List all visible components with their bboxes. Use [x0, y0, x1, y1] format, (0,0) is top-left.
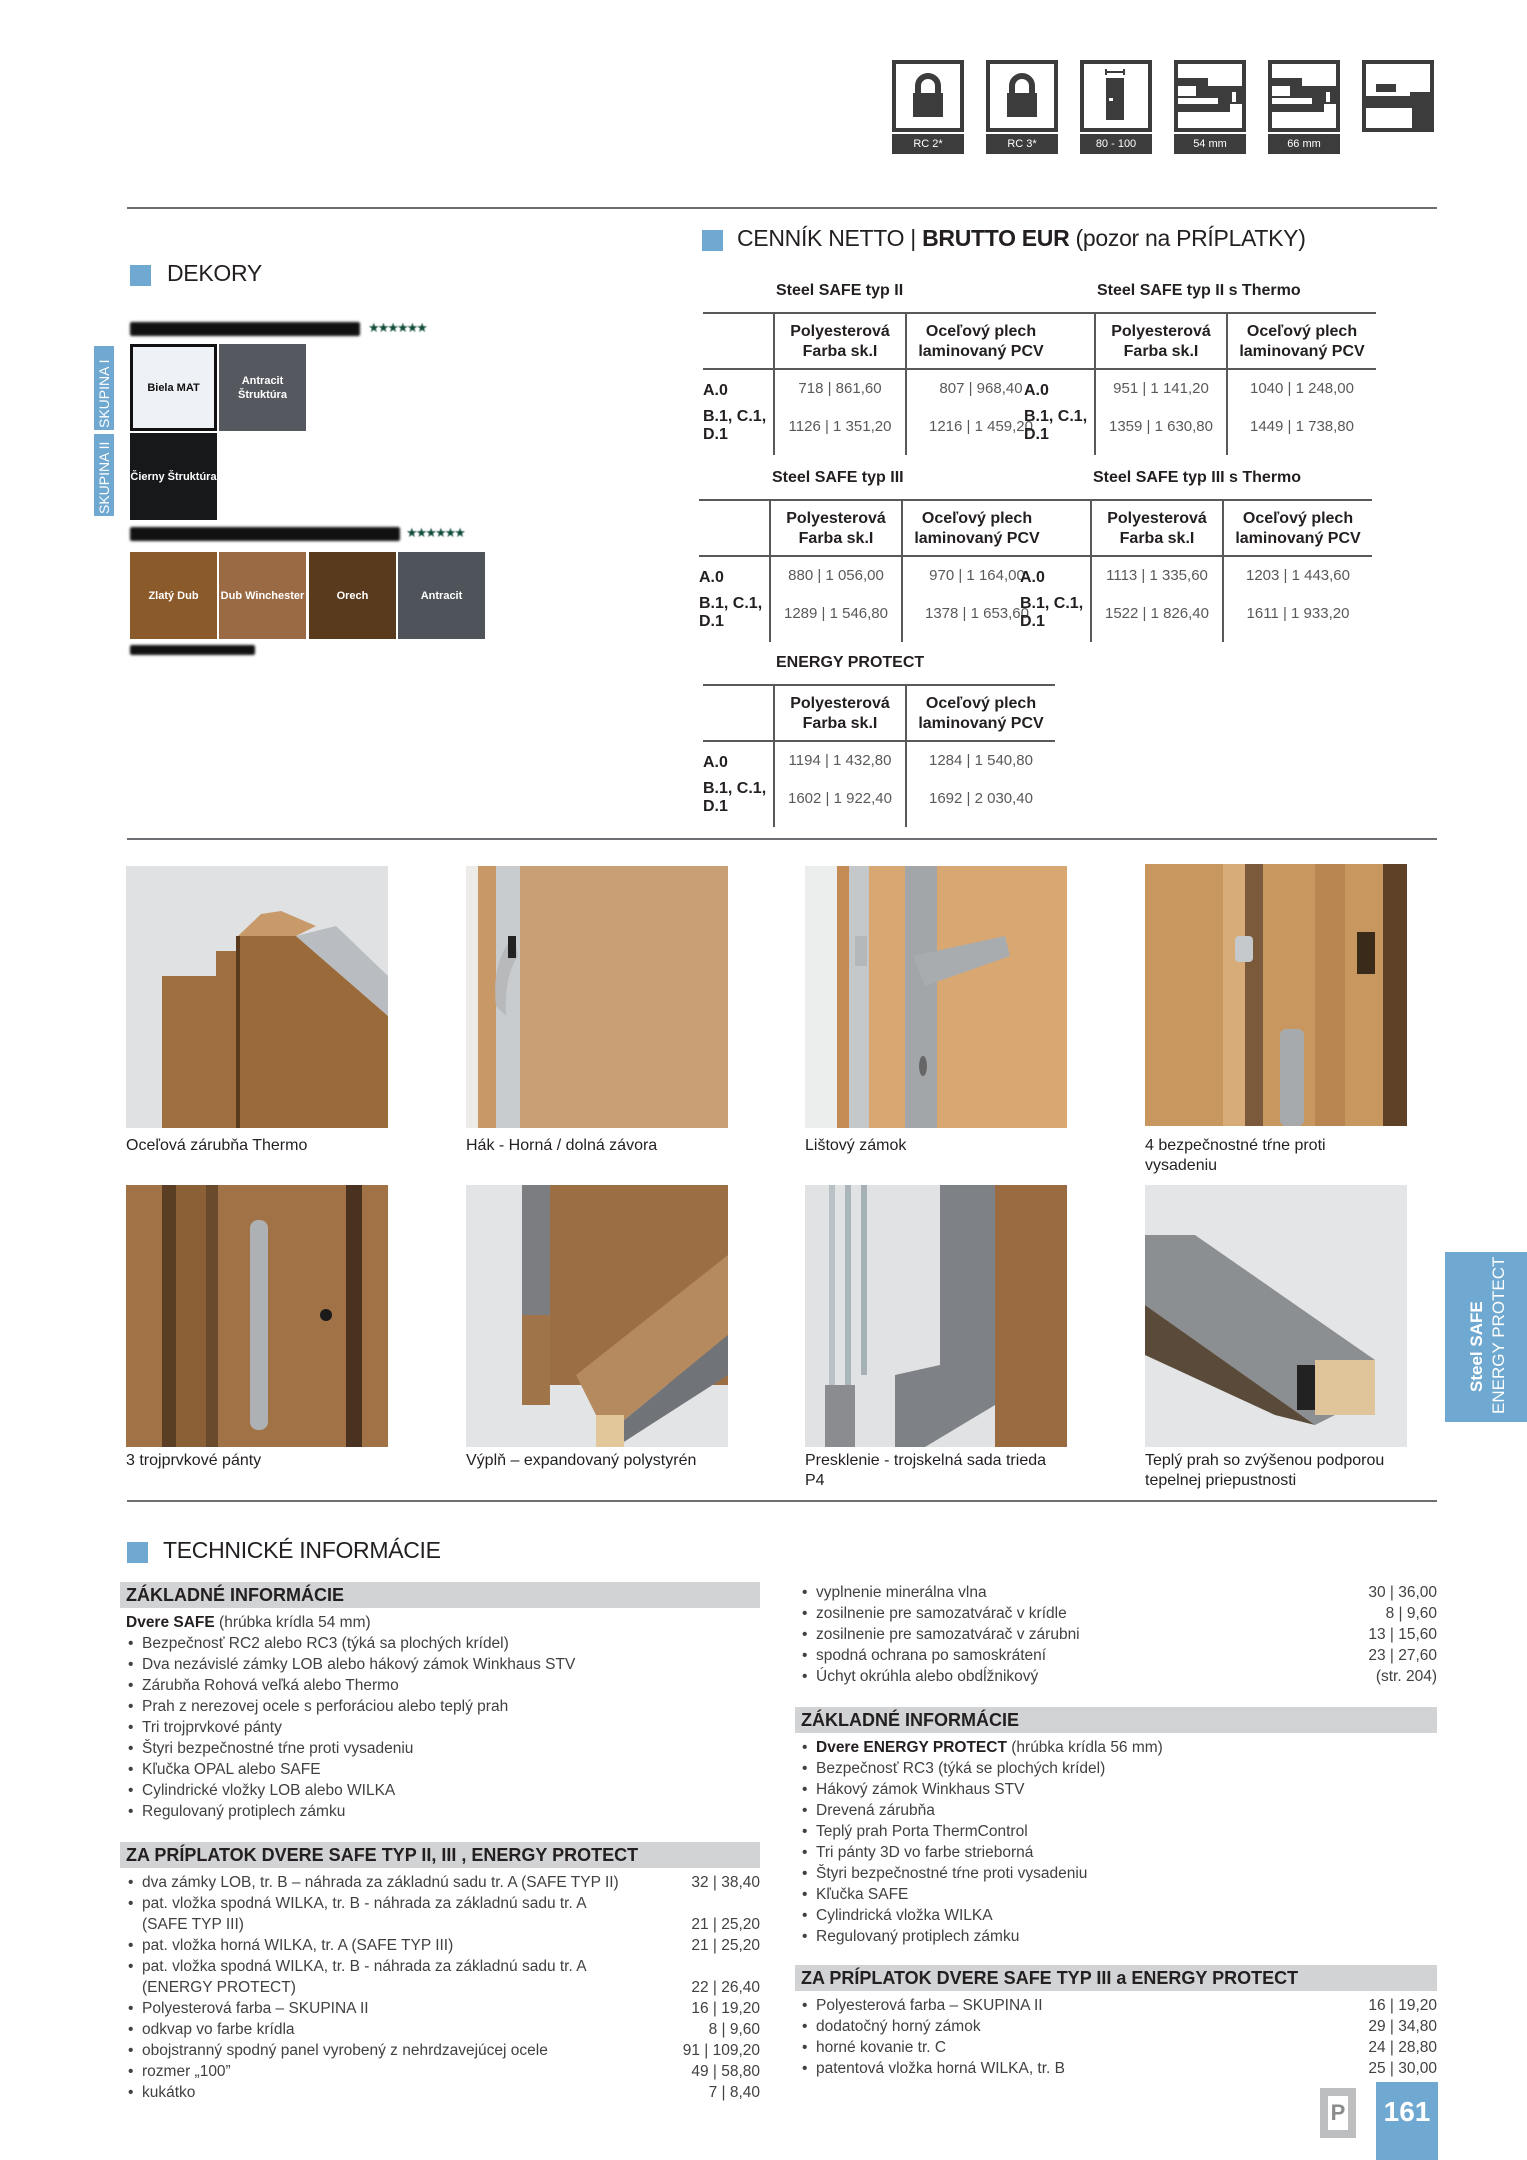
intro-bold: Dvere SAFE — [126, 1614, 215, 1631]
list-item: • Cylindrická vložka WILKA — [800, 1905, 1437, 1926]
decor-footnote — [130, 645, 255, 655]
swatch-label: Antracit — [420, 589, 463, 602]
item-price: 7 | 8,40 — [708, 2084, 760, 2101]
table-top-rule — [699, 499, 1051, 501]
polyester-heading — [130, 322, 360, 336]
chapter-tab-line2: ENERGY PROTECT — [1489, 1256, 1508, 1414]
intro-rest: (hrúbka krídla 54 mm) — [214, 1614, 371, 1631]
list-item: • Teplý prah Porta ThermControl — [800, 1821, 1437, 1842]
tech-title: TECHNICKÉ INFORMÁCIE — [163, 1537, 441, 1563]
price-list-item — [126, 2082, 760, 2103]
row-label: A.0 — [699, 569, 724, 586]
list-item: • Hákový zámok Winkhaus STV — [800, 1779, 1437, 1800]
item-price: 25 | 30,00 — [1368, 2060, 1437, 2077]
pricing-title-bold: BRUTTO EUR — [922, 225, 1070, 251]
price-list-item — [800, 1645, 1437, 1666]
list-item: • Tri trojprvkové pánty — [126, 1717, 760, 1738]
item-price: 8 | 9,60 — [1385, 1605, 1437, 1622]
price-list-item — [126, 1935, 760, 1956]
item-price: 30 | 36,00 — [1368, 1584, 1437, 1601]
item-price: 21 | 25,20 — [691, 1916, 760, 1933]
swatch-antracit-struktura[interactable] — [219, 344, 306, 431]
item-text: obojstranný spodný panel vyrobený z nehrdzavejúcej ocele — [142, 2042, 548, 2059]
item-text: Polyesterová farba – SKUPINA II — [142, 2000, 369, 2017]
price-list-item — [126, 2019, 760, 2040]
price-cell: 1602 | 1 922,40 — [788, 790, 892, 807]
pricing-title-regular: CENNÍK NETTO | — [737, 225, 923, 251]
dekory-marker — [130, 265, 151, 286]
item-price: 22 | 26,40 — [691, 1979, 760, 1996]
photo-caption: Teplý prah so zvýšenou podporou tepelnej priepustnosti — [1145, 1452, 1385, 1489]
col-header-polyester: Polyesterová Farba sk.I — [790, 323, 890, 360]
table-header-rule — [1020, 555, 1372, 557]
item-price: 21 | 25,20 — [691, 1937, 760, 1954]
photo-anti-lift-pins — [1145, 864, 1407, 1126]
padlock-icon — [892, 60, 964, 132]
pricing-marker — [702, 230, 723, 251]
skupina-2-tab — [94, 434, 114, 516]
list-item: • Prah z nerezovej ocele s perforáciou alebo teplý prah — [126, 1696, 760, 1717]
col-header-laminate: Oceľový plech laminovaný PCV — [1235, 510, 1361, 547]
basic-safe-intro — [126, 1612, 760, 1633]
flat-leaf-icon — [1362, 60, 1434, 132]
price-list-item — [126, 2061, 760, 2082]
price-table-title: ENERGY PROTECT — [776, 654, 925, 671]
swatch-biela-mat[interactable] — [130, 344, 217, 431]
swatch-label: Orech — [336, 589, 369, 602]
price-list-item — [800, 1603, 1437, 1624]
pricing-title-suffix: (pozor na PRÍPLATKY) — [1069, 225, 1306, 251]
item-price: (str. 204) — [1375, 1668, 1437, 1685]
swatch-label: Zlatý Dub — [148, 589, 199, 602]
price-cell: 1522 | 1 826,40 — [1105, 605, 1209, 622]
photo-caption: 3 trojprvkové pánty — [126, 1452, 262, 1469]
photo-hook-bolt — [466, 866, 728, 1128]
item-text: patentová vložka horná WILKA, tr. B — [816, 2060, 1065, 2077]
row-label: B.1, C.1, D.1 — [699, 595, 763, 630]
col-header-polyester: Polyesterová Farba sk.I — [1111, 323, 1211, 360]
photo-caption: Výplň – expandovaný polystyrén — [466, 1452, 697, 1469]
width-label: 80 - 100 — [1080, 134, 1152, 154]
swatch-cierny-struktura[interactable] — [130, 433, 217, 520]
skupina-2-label: SKUPINA II — [96, 441, 112, 514]
list-item: • Cylindrické vložky LOB alebo WILKA — [126, 1780, 760, 1801]
list-item: • Bezpečnosť RC2 alebo RC3 (týká sa plochých krídel) — [126, 1633, 760, 1654]
thickness-66-label: 66 mm — [1268, 134, 1340, 154]
list-item: • Zárubňa Rohová veľká alebo Thermo — [126, 1675, 760, 1696]
intro-rest: (hrúbka krídla 56 mm) — [1006, 1739, 1163, 1756]
item-text: pat. vložka spodná WILKA, tr. B - náhrada za základnú sadu tr. A — [142, 1958, 587, 1975]
list-item: • Štyri bezpečnostné tŕne proti vysadeniu — [800, 1863, 1437, 1884]
price-list-item — [800, 2058, 1437, 2079]
row-label: B.1, C.1, D.1 — [1020, 595, 1084, 630]
swatch-label: Antracit Štruktúra — [238, 374, 287, 401]
item-text-continued: (ENERGY PROTECT) — [142, 1979, 296, 1996]
price-table-title: Steel SAFE typ II s Thermo — [1097, 282, 1301, 299]
row-label: A.0 — [703, 382, 728, 399]
rc3-label: RC 3* — [986, 134, 1058, 154]
col-header-polyester: Polyesterová Farba sk.I — [1107, 510, 1207, 547]
price-list-item — [126, 1998, 760, 2019]
chapter-tab[interactable] — [1445, 1252, 1527, 1422]
thickness-54-label: 54 mm — [1174, 134, 1246, 154]
item-text: dodatočný horný zámok — [816, 2018, 981, 2035]
price-cell: 1611 | 1 933,20 — [1246, 605, 1350, 622]
photos-divider — [127, 1500, 1437, 1502]
price-list-item — [800, 1624, 1437, 1645]
photo-hinges — [126, 1185, 388, 1447]
price-cell: 951 | 1 141,20 — [1113, 380, 1209, 397]
item-price: 32 | 38,40 — [691, 1874, 760, 1891]
price-cell: 1216 | 1 459,20 — [929, 418, 1033, 435]
table-header-rule — [699, 555, 1051, 557]
price-list-item — [126, 1956, 760, 1998]
photo-triple-glazing — [805, 1185, 1067, 1447]
item-text: pat. vložka horná WILKA, tr. A (SAFE TYP III) — [142, 1937, 454, 1954]
swatch-label: Biela MAT — [147, 381, 200, 394]
basic-safe-list — [126, 1612, 760, 1822]
item-price: 16 | 19,20 — [1368, 1997, 1437, 2014]
door-profile-icon — [1174, 60, 1246, 132]
laminate-heading — [130, 527, 400, 541]
item-price: 29 | 34,80 — [1368, 2018, 1437, 2035]
item-text: Úchyt okrúhla alebo obdĺžnikový — [816, 1668, 1039, 1685]
col-header-polyester: Polyesterová Farba sk.I — [790, 695, 890, 732]
price-cell: 1359 | 1 630,80 — [1109, 418, 1213, 435]
photo-strip-lock — [805, 866, 1067, 1128]
price-table — [703, 280, 1055, 455]
page-number: 161 — [1376, 2082, 1438, 2160]
col-header-laminate: Oceľový plech laminovaný PCV — [1239, 323, 1365, 360]
photo-warm-threshold — [1145, 1185, 1407, 1447]
list-item: • Drevená zárubňa — [800, 1800, 1437, 1821]
extra-right-list — [800, 1582, 1437, 1687]
top-divider — [127, 207, 1437, 209]
price-cell: 970 | 1 164,00 — [929, 567, 1025, 584]
row-label: A.0 — [1020, 569, 1045, 586]
basic-safe-header: ZÁKLADNÉ INFORMÁCIE — [120, 1582, 760, 1608]
price-table — [1024, 280, 1376, 455]
col-header-laminate: Oceľový plech laminovaný PCV — [918, 695, 1044, 732]
list-item: • Bezpečnosť RC3 (týká se plochých krídel) — [800, 1758, 1437, 1779]
item-text: horné kovanie tr. C — [816, 2039, 947, 2056]
price-cell: 880 | 1 056,00 — [788, 567, 884, 584]
item-price: 16 | 19,20 — [691, 2000, 760, 2017]
price-cell: 718 | 861,60 — [798, 380, 882, 397]
skupina-1-label: SKUPINA I — [96, 359, 112, 428]
price-list-item — [126, 2040, 760, 2061]
swatch-antracit[interactable] — [398, 552, 485, 639]
extra-safe-header: ZA PRÍPLATOK DVERE SAFE TYP II, III , ENERGY PROTECT — [120, 1842, 760, 1868]
col-header-laminate: Oceľový plech laminovaný PCV — [918, 323, 1044, 360]
item-text: Polyesterová farba – SKUPINA II — [816, 1997, 1043, 2014]
door-width-icon — [1080, 60, 1152, 132]
list-item: • Kľučka OPAL alebo SAFE — [126, 1759, 760, 1780]
photo-frame-thermo — [126, 866, 388, 1128]
extra-energy-list — [800, 1995, 1437, 2079]
price-list-item — [800, 1995, 1437, 2016]
extra-energy-header: ZA PRÍPLATOK DVERE SAFE TYP III a ENERGY PROTECT — [795, 1965, 1437, 1991]
row-label: B.1, C.1, D.1 — [1024, 408, 1088, 443]
table-top-rule — [703, 312, 1055, 314]
basic-energy-intro — [800, 1737, 1437, 1758]
item-text: dva zámky LOB, tr. B – náhrada za základnú sadu tr. A (SAFE TYP II) — [142, 1874, 619, 1891]
list-item: • Regulovaný protiplech zámku — [126, 1801, 760, 1822]
brand-logo — [1320, 2088, 1356, 2138]
photo-polystyrene-fill — [466, 1185, 728, 1447]
price-cell: 1692 | 2 030,40 — [929, 790, 1033, 807]
dekory-title: DEKORY — [167, 260, 262, 286]
item-text: rozmer „100” — [142, 2063, 231, 2080]
brand-logo-letter: P — [1330, 2100, 1346, 2125]
item-price: 8 | 9,60 — [708, 2021, 760, 2038]
list-item: • Štyri bezpečnostné tŕne proti vysadeniu — [126, 1738, 760, 1759]
item-price: 91 | 109,20 — [682, 2042, 760, 2059]
price-cell: 1284 | 1 540,80 — [929, 752, 1033, 769]
list-item: • Kľučka SAFE — [800, 1884, 1437, 1905]
table-top-rule — [1024, 312, 1376, 314]
price-list-item — [126, 1872, 760, 1893]
price-cell: 1289 | 1 546,80 — [784, 605, 888, 622]
item-text: vyplnenie minerálna vlna — [816, 1584, 987, 1601]
item-price: 13 | 15,60 — [1368, 1626, 1437, 1643]
price-cell: 1378 | 1 653,60 — [925, 605, 1029, 622]
photo-caption: Oceľová zárubňa Thermo — [126, 1137, 308, 1154]
col-header-polyester: Polyesterová Farba sk.I — [786, 510, 886, 547]
price-table-title: Steel SAFE typ III s Thermo — [1093, 469, 1302, 486]
skupina-1-tab — [94, 346, 114, 430]
swatch-label: Dub Winchester — [220, 589, 305, 602]
price-table — [699, 467, 1051, 642]
price-cell: 1113 | 1 335,60 — [1106, 567, 1208, 584]
photo-caption: Lištový zámok — [805, 1137, 907, 1154]
item-price: 24 | 28,80 — [1368, 2039, 1437, 2056]
intro-bold: Dvere ENERGY PROTECT — [816, 1739, 1007, 1756]
row-label: B.1, C.1, D.1 — [703, 780, 767, 815]
basic-energy-list — [800, 1737, 1437, 1947]
price-table-title: Steel SAFE typ III — [772, 469, 904, 486]
item-price: 49 | 58,80 — [691, 2063, 760, 2080]
price-list-item — [800, 2037, 1437, 2058]
item-text: spodná ochrana po samoskrátení — [816, 1647, 1047, 1664]
item-text: zosilnenie pre samozatvárač v zárubni — [816, 1626, 1080, 1643]
swatch-orech[interactable] — [309, 552, 396, 639]
table-top-rule — [1020, 499, 1372, 501]
padlock-icon — [986, 60, 1058, 132]
list-item: • Dva nezávislé zámky LOB alebo hákový zámok Winkhaus STV — [126, 1654, 760, 1675]
price-cell: 1126 | 1 351,20 — [788, 418, 892, 435]
item-text: odkvap vo farbe krídla — [142, 2021, 295, 2038]
swatch-dub-winchester[interactable] — [219, 552, 306, 639]
photo-caption: Presklenie - trojskelná sada trieda P4 — [805, 1452, 1047, 1489]
photo-caption: Hák - Horná / dolná závora — [466, 1137, 658, 1154]
tech-marker — [127, 1542, 148, 1563]
chapter-tab-line1: Steel SAFE — [1467, 1301, 1486, 1392]
item-price: 23 | 27,60 — [1368, 1647, 1437, 1664]
price-list-item — [800, 1666, 1437, 1687]
price-cell: 807 | 968,40 — [939, 380, 1023, 397]
price-cell: 1040 | 1 248,00 — [1250, 380, 1354, 397]
price-cell: 1194 | 1 432,80 — [788, 752, 892, 769]
item-text-continued: (SAFE TYP III) — [142, 1916, 244, 1933]
photo-caption: 4 bezpečnostné tŕne proti vysadeniu — [1145, 1137, 1326, 1174]
rating-stars-icon: ★★★★★★ — [406, 525, 464, 540]
table-header-rule — [703, 368, 1055, 370]
list-item: • Regulovaný protiplech zámku — [800, 1926, 1437, 1947]
price-cell: 1449 | 1 738,80 — [1250, 418, 1354, 435]
basic-energy-header: ZÁKLADNÉ INFORMÁCIE — [795, 1707, 1437, 1733]
price-table — [1020, 467, 1372, 642]
row-label: A.0 — [703, 754, 728, 771]
door-profile-icon — [1268, 60, 1340, 132]
swatch-label: Čierny Štruktúra — [130, 470, 217, 483]
swatch-zlaty-dub[interactable] — [130, 552, 217, 639]
table-header-rule — [703, 740, 1055, 742]
rating-stars-icon: ★★★★★★ — [368, 320, 426, 335]
col-header-laminate: Oceľový plech laminovaný PCV — [914, 510, 1040, 547]
price-table — [703, 652, 1055, 827]
table-top-rule — [703, 684, 1055, 686]
pricing-divider — [127, 838, 1437, 840]
table-header-rule — [1024, 368, 1376, 370]
list-item: • Tri pánty 3D vo farbe strieborná — [800, 1842, 1437, 1863]
price-list-item — [126, 1893, 760, 1935]
price-table-title: Steel SAFE typ II — [776, 282, 904, 299]
item-text: pat. vložka spodná WILKA, tr. B - náhrada za základnú sadu tr. A — [142, 1895, 587, 1912]
price-cell: 1203 | 1 443,60 — [1246, 567, 1350, 584]
item-text: kukátko — [142, 2084, 196, 2101]
row-label: B.1, C.1, D.1 — [703, 408, 767, 443]
price-list-item — [800, 2016, 1437, 2037]
extra-safe-list — [126, 1872, 760, 2103]
price-list-item — [800, 1582, 1437, 1603]
rc2-label: RC 2* — [892, 134, 964, 154]
item-text: zosilnenie pre samozatvárač v krídle — [816, 1605, 1067, 1622]
pricing-title — [737, 225, 1306, 252]
row-label: A.0 — [1024, 382, 1049, 399]
